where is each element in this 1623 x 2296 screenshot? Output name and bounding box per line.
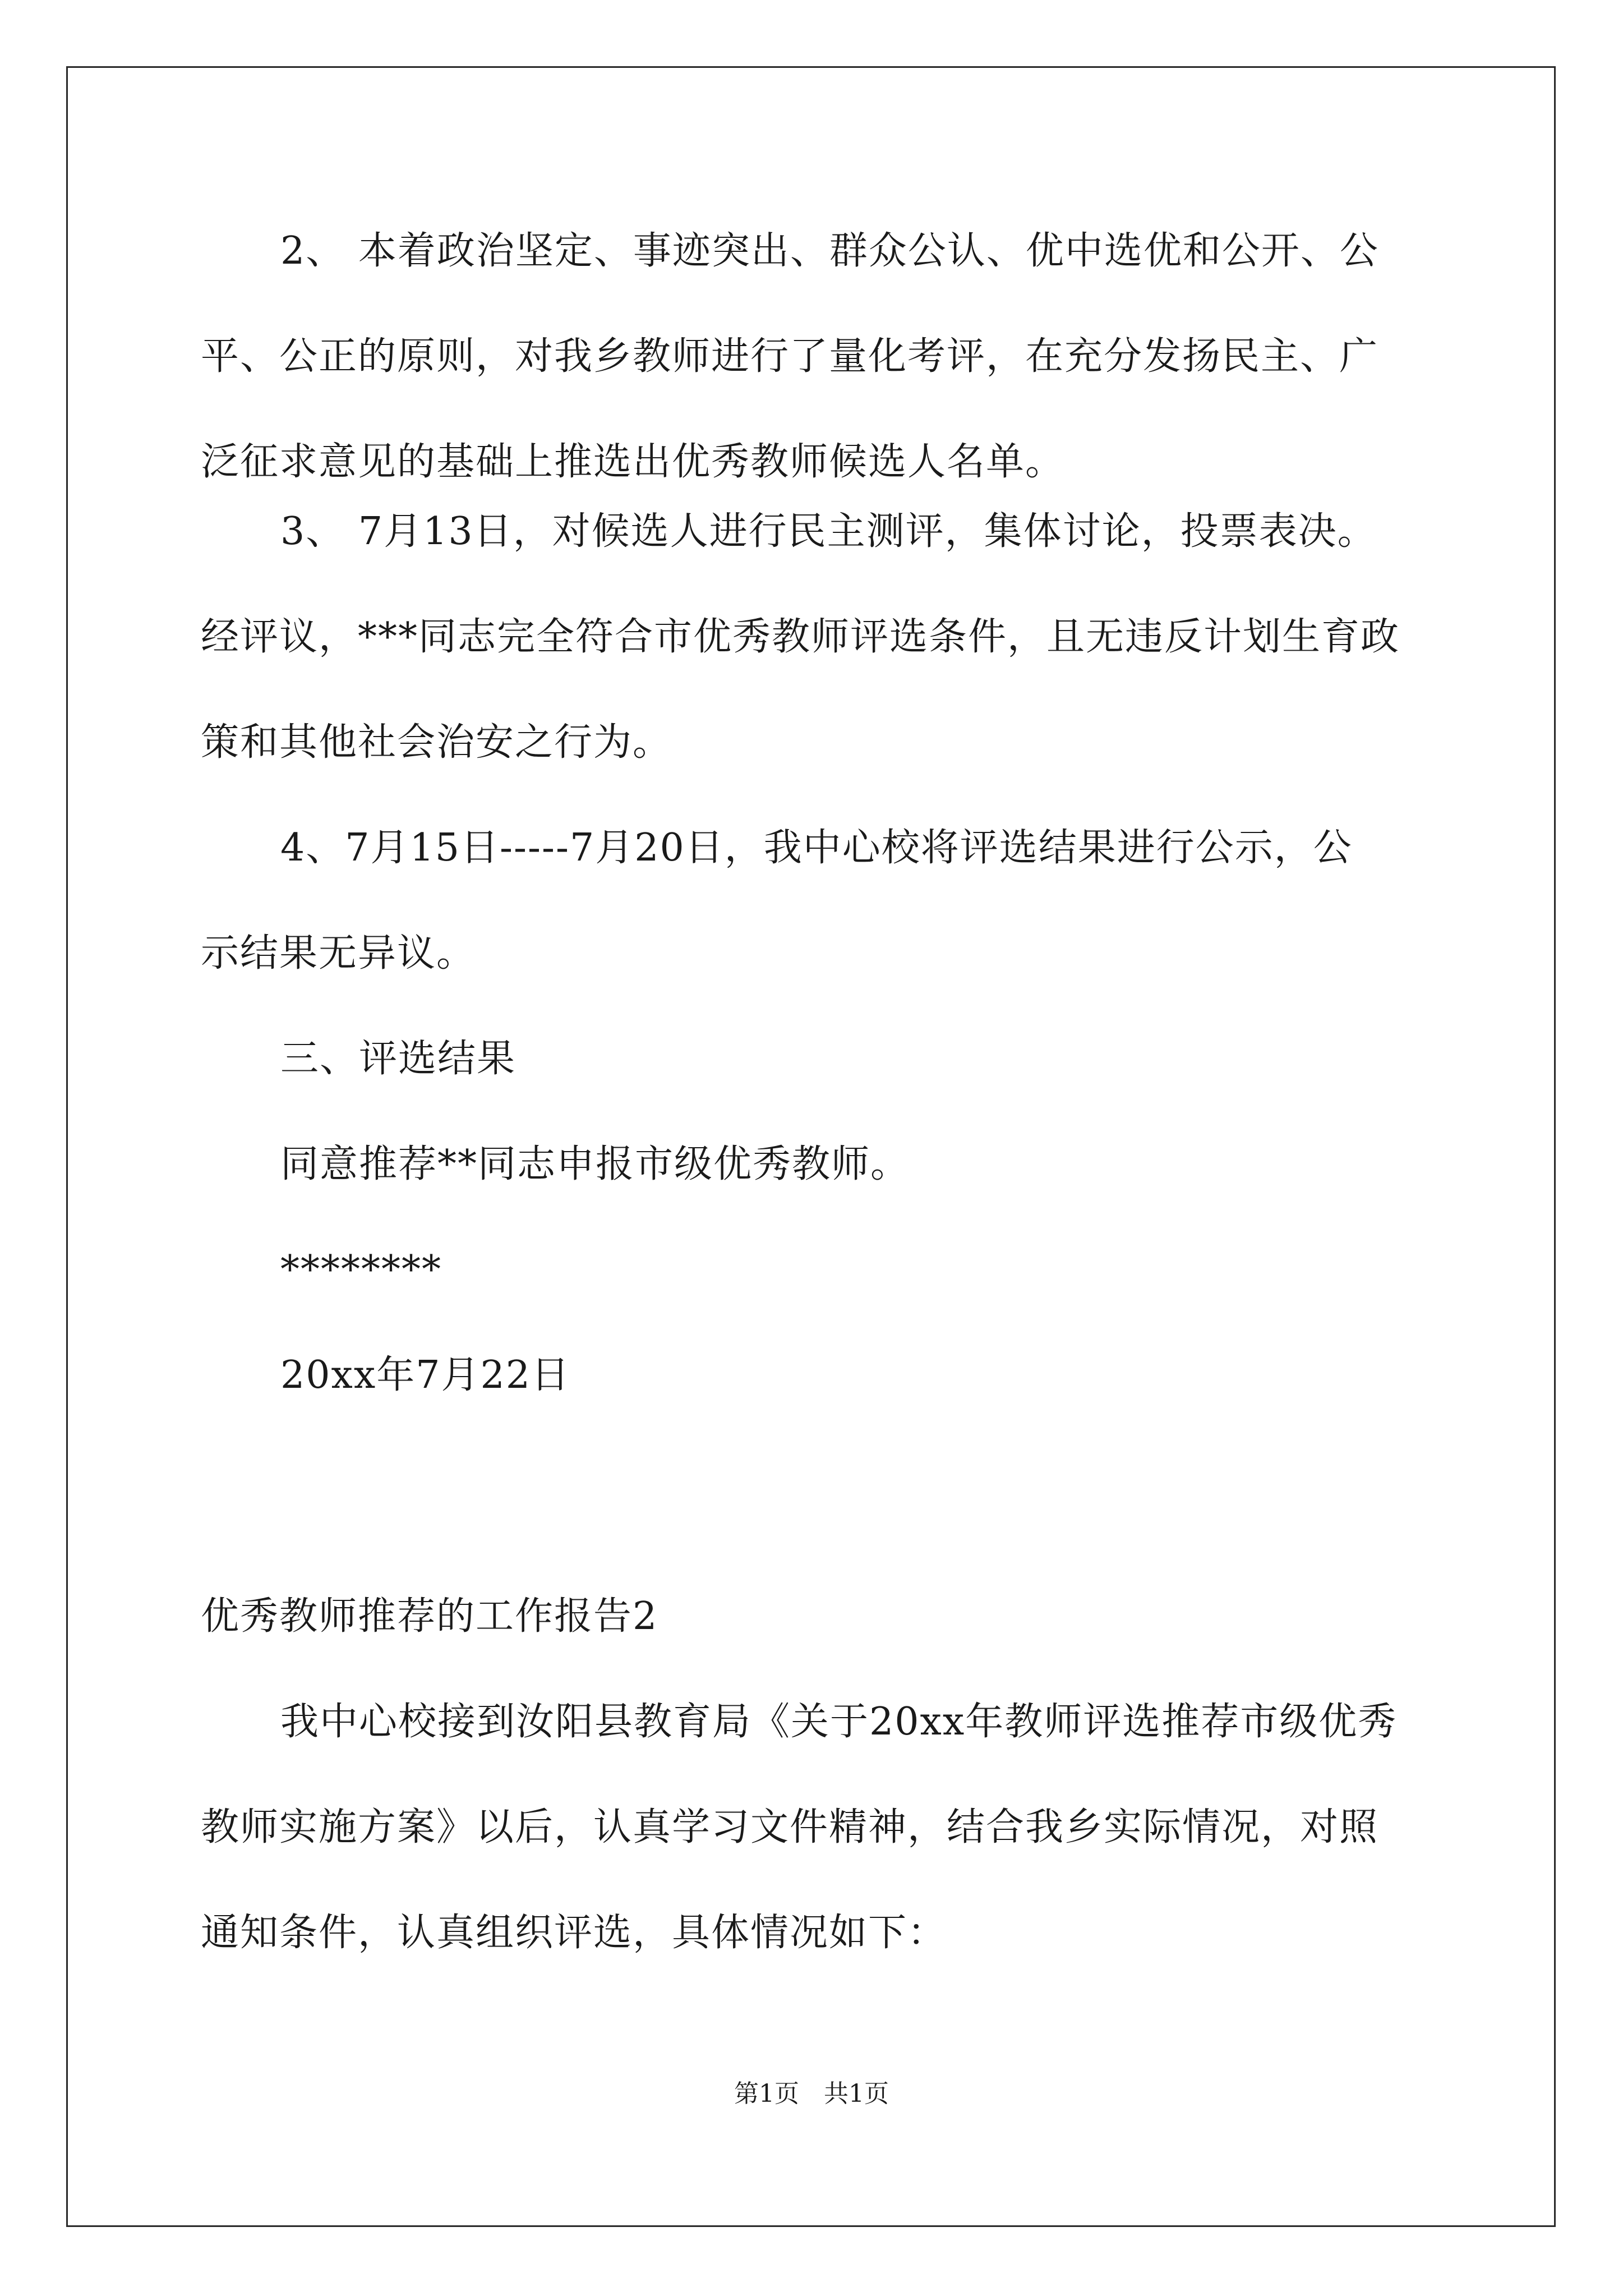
paragraph-line: 2、 本着政治坚定、事迹突出、群众公认、优中选优和公开、公: [280, 229, 1379, 273]
paragraph-line: 平、公正的原则，对我乡教师进行了量化考评，在充分发扬民主、广: [201, 334, 1379, 379]
paragraph-line: 通知条件，认真组织评选，具体情况如下：: [201, 1911, 947, 1955]
report-title: 优秀教师推荐的工作报告2: [201, 1594, 658, 1639]
paragraph-line: 泛征求意见的基础上推选出优秀教师候选人名单。: [201, 440, 1065, 484]
paragraph-line: 我中心校接到汝阳县教育局《关于20xx年教师评选推荐市级优秀: [280, 1700, 1398, 1744]
paragraph-line: 示结果无异议。: [201, 931, 476, 976]
paragraph-line: 教师实施方案》以后，认真学习文件精神，结合我乡实际情况，对照: [201, 1805, 1379, 1849]
section-heading: 三、评选结果: [280, 1037, 517, 1081]
paragraph-line: 策和其他社会治安之行为。: [201, 720, 672, 765]
date-line: 20xx年7月22日: [280, 1353, 571, 1397]
paragraph-line: 经评议，***同志完全符合市优秀教师评选条件，且无违反计划生育政: [201, 615, 1400, 659]
signature-line: ********: [280, 1248, 442, 1292]
paragraph-line: 4、7月15日-----7月20日，我中心校将评选结果进行公示，公: [280, 826, 1353, 870]
paragraph-line: 同意推荐**同志申报市级优秀教师。: [280, 1142, 910, 1186]
paragraph-line: 3、 7月13日，对候选人进行民主测评，集体讨论，投票表决。: [280, 509, 1377, 554]
page-footer: 第1页 共1页: [734, 2079, 889, 2108]
